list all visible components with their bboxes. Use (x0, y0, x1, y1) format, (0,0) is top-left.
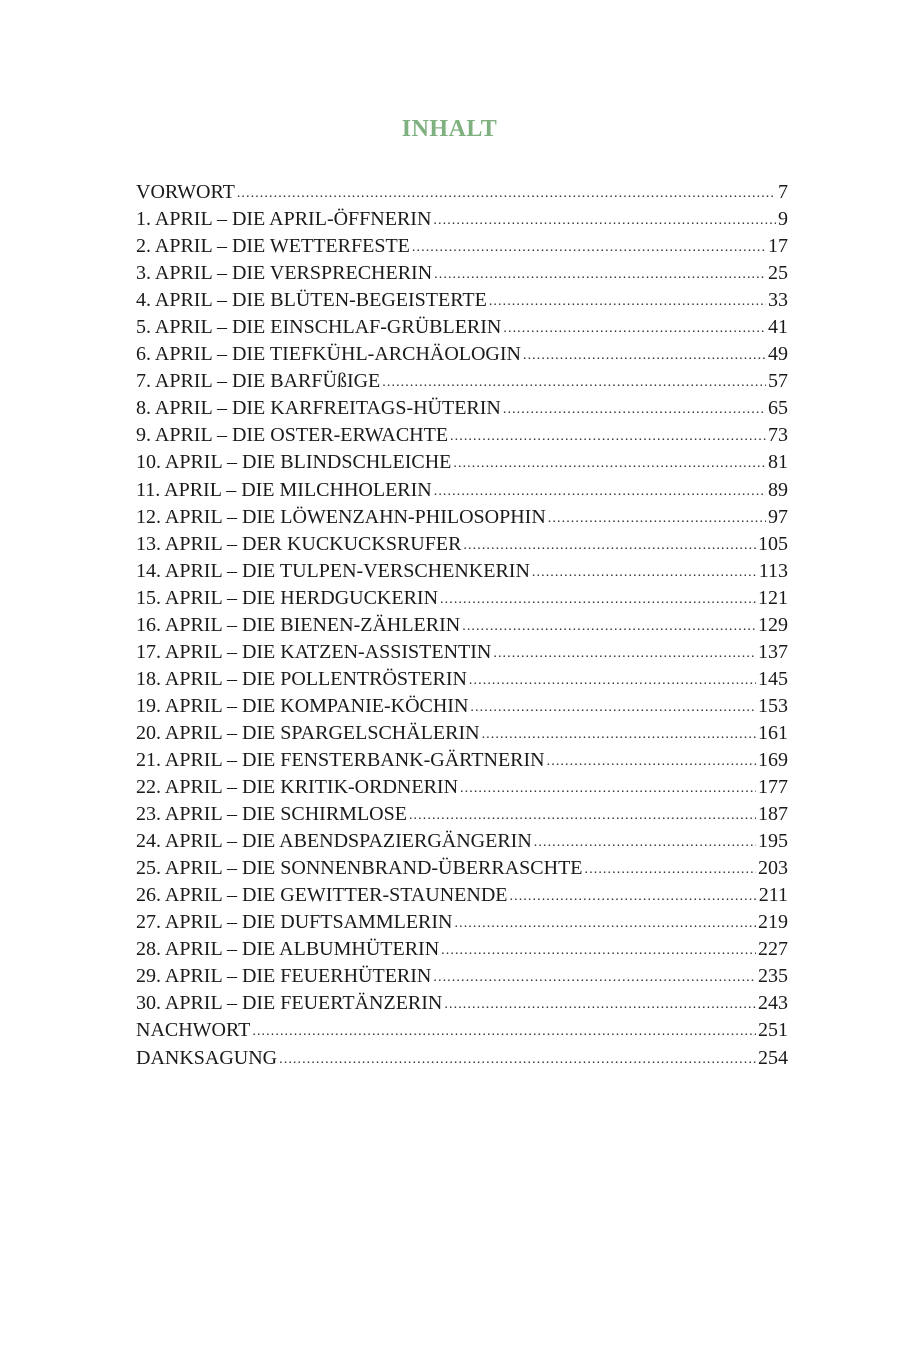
dot-leader (412, 241, 766, 255)
toc-heading: INHALT (401, 116, 498, 142)
toc-entry-page-number: 169 (758, 748, 788, 771)
toc-entry (136, 206, 788, 233)
toc-entry (136, 179, 788, 206)
toc-entry-title: 23. APRIL – DIE SCHIRMLOSE (136, 803, 407, 826)
toc-entry-title: 7. APRIL – DIE BARFÜßIGE (136, 370, 381, 393)
toc-entry (136, 774, 788, 801)
toc-entry-page-number: 105 (758, 532, 788, 555)
toc-entry-title: 1. APRIL – DIE APRIL-ÖFFNERIN (136, 208, 432, 231)
toc-entry-page-number: 41 (768, 316, 788, 339)
toc-entry (136, 855, 788, 882)
toc-entry-title: 9. APRIL – DIE OSTER-ERWACHTE (136, 424, 449, 447)
toc-entry-page-number: 161 (758, 721, 788, 744)
dot-leader (470, 701, 756, 715)
toc-entry-title: NACHWORT (136, 1019, 251, 1042)
toc-entry (136, 504, 788, 531)
toc-entry-title: 8. APRIL – DIE KARFREITAGS-HÜTERIN (136, 397, 501, 420)
dot-leader (489, 295, 766, 309)
toc-entry-page-number: 145 (758, 667, 788, 690)
dot-leader (453, 457, 766, 471)
toc-entry-page-number: 17 (768, 235, 788, 258)
toc-entry-title: 17. APRIL – DIE KATZEN-ASSISTENTIN (136, 640, 492, 663)
toc-entry (136, 1045, 788, 1072)
toc-entry (136, 341, 788, 368)
dot-leader (585, 863, 756, 877)
toc-entry-page-number: 73 (768, 424, 788, 447)
dot-leader (463, 539, 756, 553)
toc-entry-title: 27. APRIL – DIE DUFTSAMMLERIN (136, 911, 453, 934)
toc-entry-page-number: 9 (778, 208, 788, 231)
toc-entry (136, 368, 788, 395)
toc-entry-title: 6. APRIL – DIE TIEFKÜHL-ARCHÄOLOGIN (136, 343, 521, 366)
toc-entry-page-number: 81 (768, 451, 788, 474)
toc-entry-page-number: 121 (758, 586, 788, 609)
toc-entry (136, 828, 788, 855)
toc-entry (136, 936, 788, 963)
toc-entry (136, 612, 788, 639)
toc-entry-page-number: 251 (758, 1019, 788, 1042)
dot-leader (482, 728, 756, 742)
toc-entry-page-number: 187 (758, 803, 788, 826)
toc-entry (136, 666, 788, 693)
toc-entry-title: 29. APRIL – DIE FEUERHÜTERIN (136, 965, 432, 988)
toc-entry (136, 1017, 788, 1044)
dot-leader (548, 512, 766, 526)
toc-entry-title: 11. APRIL – DIE MILCHHOLERIN (136, 478, 432, 501)
toc-entry (136, 693, 788, 720)
toc-entry-page-number: 195 (758, 830, 788, 853)
toc-entry-page-number: 89 (768, 478, 788, 501)
dot-leader (441, 944, 756, 958)
toc-entry-title: 12. APRIL – DIE LÖWENZAHN-PHILOSOPHIN (136, 505, 546, 528)
toc-entry-page-number: 227 (758, 938, 788, 961)
toc-entry (136, 531, 788, 558)
toc-entry-page-number: 235 (758, 965, 788, 988)
dot-leader (503, 403, 766, 417)
toc-entry-page-number: 113 (758, 559, 788, 582)
toc-entry-title: 28. APRIL – DIE ALBUMHÜTERIN (136, 938, 440, 961)
toc-entry-page-number: 254 (758, 1046, 788, 1069)
dot-leader (279, 1053, 756, 1067)
toc-entry-title: 15. APRIL – DIE HERDGUCKERIN (136, 586, 439, 609)
dot-leader (409, 809, 756, 823)
toc-entry (136, 287, 788, 314)
toc-entry-title: 14. APRIL – DIE TULPEN-VERSCHENKERIN (136, 559, 530, 582)
dot-leader (510, 890, 757, 904)
toc-entry-title: DANKSAGUNG (136, 1046, 278, 1069)
dot-leader (532, 566, 757, 580)
toc-entry (136, 747, 788, 774)
toc-entry-title: VORWORT (136, 181, 235, 203)
dot-leader (534, 836, 756, 850)
toc-entry-page-number: 211 (758, 884, 788, 907)
dot-leader (434, 485, 766, 499)
dot-leader (237, 187, 776, 201)
dot-leader (444, 998, 756, 1012)
toc-entry (136, 477, 788, 504)
table-of-contents (136, 179, 788, 1072)
toc-entry (136, 990, 788, 1017)
toc-entry (136, 449, 788, 476)
toc-entry-title: 18. APRIL – DIE POLLENTRÖSTERIN (136, 667, 467, 690)
toc-entry-page-number: 177 (758, 776, 788, 799)
toc-entry-page-number: 243 (758, 992, 788, 1015)
toc-entry-title: 25. APRIL – DIE SONNENBRAND-ÜBERRASCHTE (136, 857, 583, 880)
toc-entry-title: 21. APRIL – DIE FENSTERBANK-GÄRTNERIN (136, 748, 545, 771)
toc-entry (136, 585, 788, 612)
toc-entry-title: 13. APRIL – DER KUCKUCKSRUFER (136, 532, 462, 555)
toc-entry-page-number: 57 (768, 370, 788, 393)
toc-entry (136, 558, 788, 585)
toc-entry-title: 3. APRIL – DIE VERSPRECHERIN (136, 262, 433, 285)
dot-leader (450, 430, 766, 444)
dot-leader (503, 322, 766, 336)
toc-entry (136, 882, 788, 909)
toc-entry (136, 909, 788, 936)
dot-leader (455, 917, 757, 931)
toc-entry-page-number: 203 (758, 857, 788, 880)
toc-entry (136, 801, 788, 828)
toc-entry-title: 2. APRIL – DIE WETTERFESTE (136, 235, 410, 258)
toc-entry (136, 260, 788, 287)
toc-entry-title: 22. APRIL – DIE KRITIK-ORDNERIN (136, 776, 459, 799)
dot-leader (462, 620, 756, 634)
toc-entry (136, 422, 788, 449)
dot-leader (460, 782, 756, 796)
toc-entry (136, 639, 788, 666)
dot-leader (433, 214, 776, 228)
dot-leader (434, 268, 766, 282)
toc-entry-page-number: 65 (768, 397, 788, 420)
toc-entry-page-number: 129 (758, 613, 788, 636)
dot-leader (493, 647, 756, 661)
toc-entry-title: 20. APRIL – DIE SPARGELSCHÄLERIN (136, 721, 480, 744)
toc-entry (136, 963, 788, 990)
toc-entry (136, 395, 788, 422)
dot-leader (469, 674, 756, 688)
toc-entry-title: 30. APRIL – DIE FEUERTÄNZERIN (136, 992, 443, 1015)
toc-entry (136, 233, 788, 260)
toc-entry-page-number: 137 (758, 640, 788, 663)
dot-leader (252, 1025, 756, 1039)
toc-entry-title: 4. APRIL – DIE BLÜTEN-BEGEISTERTE (136, 289, 487, 312)
toc-entry-title: 19. APRIL – DIE KOMPANIE-KÖCHIN (136, 694, 469, 717)
toc-entry-title: 10. APRIL – DIE BLINDSCHLEICHE (136, 451, 452, 474)
toc-entry-page-number: 153 (758, 694, 788, 717)
toc-entry-title: 5. APRIL – DIE EINSCHLAF-GRÜBLERIN (136, 316, 502, 339)
toc-entry-page-number: 219 (758, 911, 788, 934)
toc-entry-page-number: 25 (768, 262, 788, 285)
toc-entry-title: 16. APRIL – DIE BIENEN-ZÄHLERIN (136, 613, 461, 636)
toc-entry-title: 26. APRIL – DIE GEWITTER-STAUNENDE (136, 884, 508, 907)
toc-entry-title: 24. APRIL – DIE ABENDSPAZIERGÄNGERIN (136, 830, 532, 853)
dot-leader (433, 971, 756, 985)
dot-leader (440, 593, 756, 607)
toc-entry (136, 720, 788, 747)
dot-leader (382, 376, 766, 390)
toc-entry-page-number: 97 (768, 505, 788, 528)
toc-entry-page-number: 33 (768, 289, 788, 312)
toc-entry (136, 314, 788, 341)
dot-leader (547, 755, 756, 769)
toc-entry-page-number: 49 (768, 343, 788, 366)
toc-entry-page-number: 7 (778, 181, 788, 203)
dot-leader (523, 349, 766, 363)
